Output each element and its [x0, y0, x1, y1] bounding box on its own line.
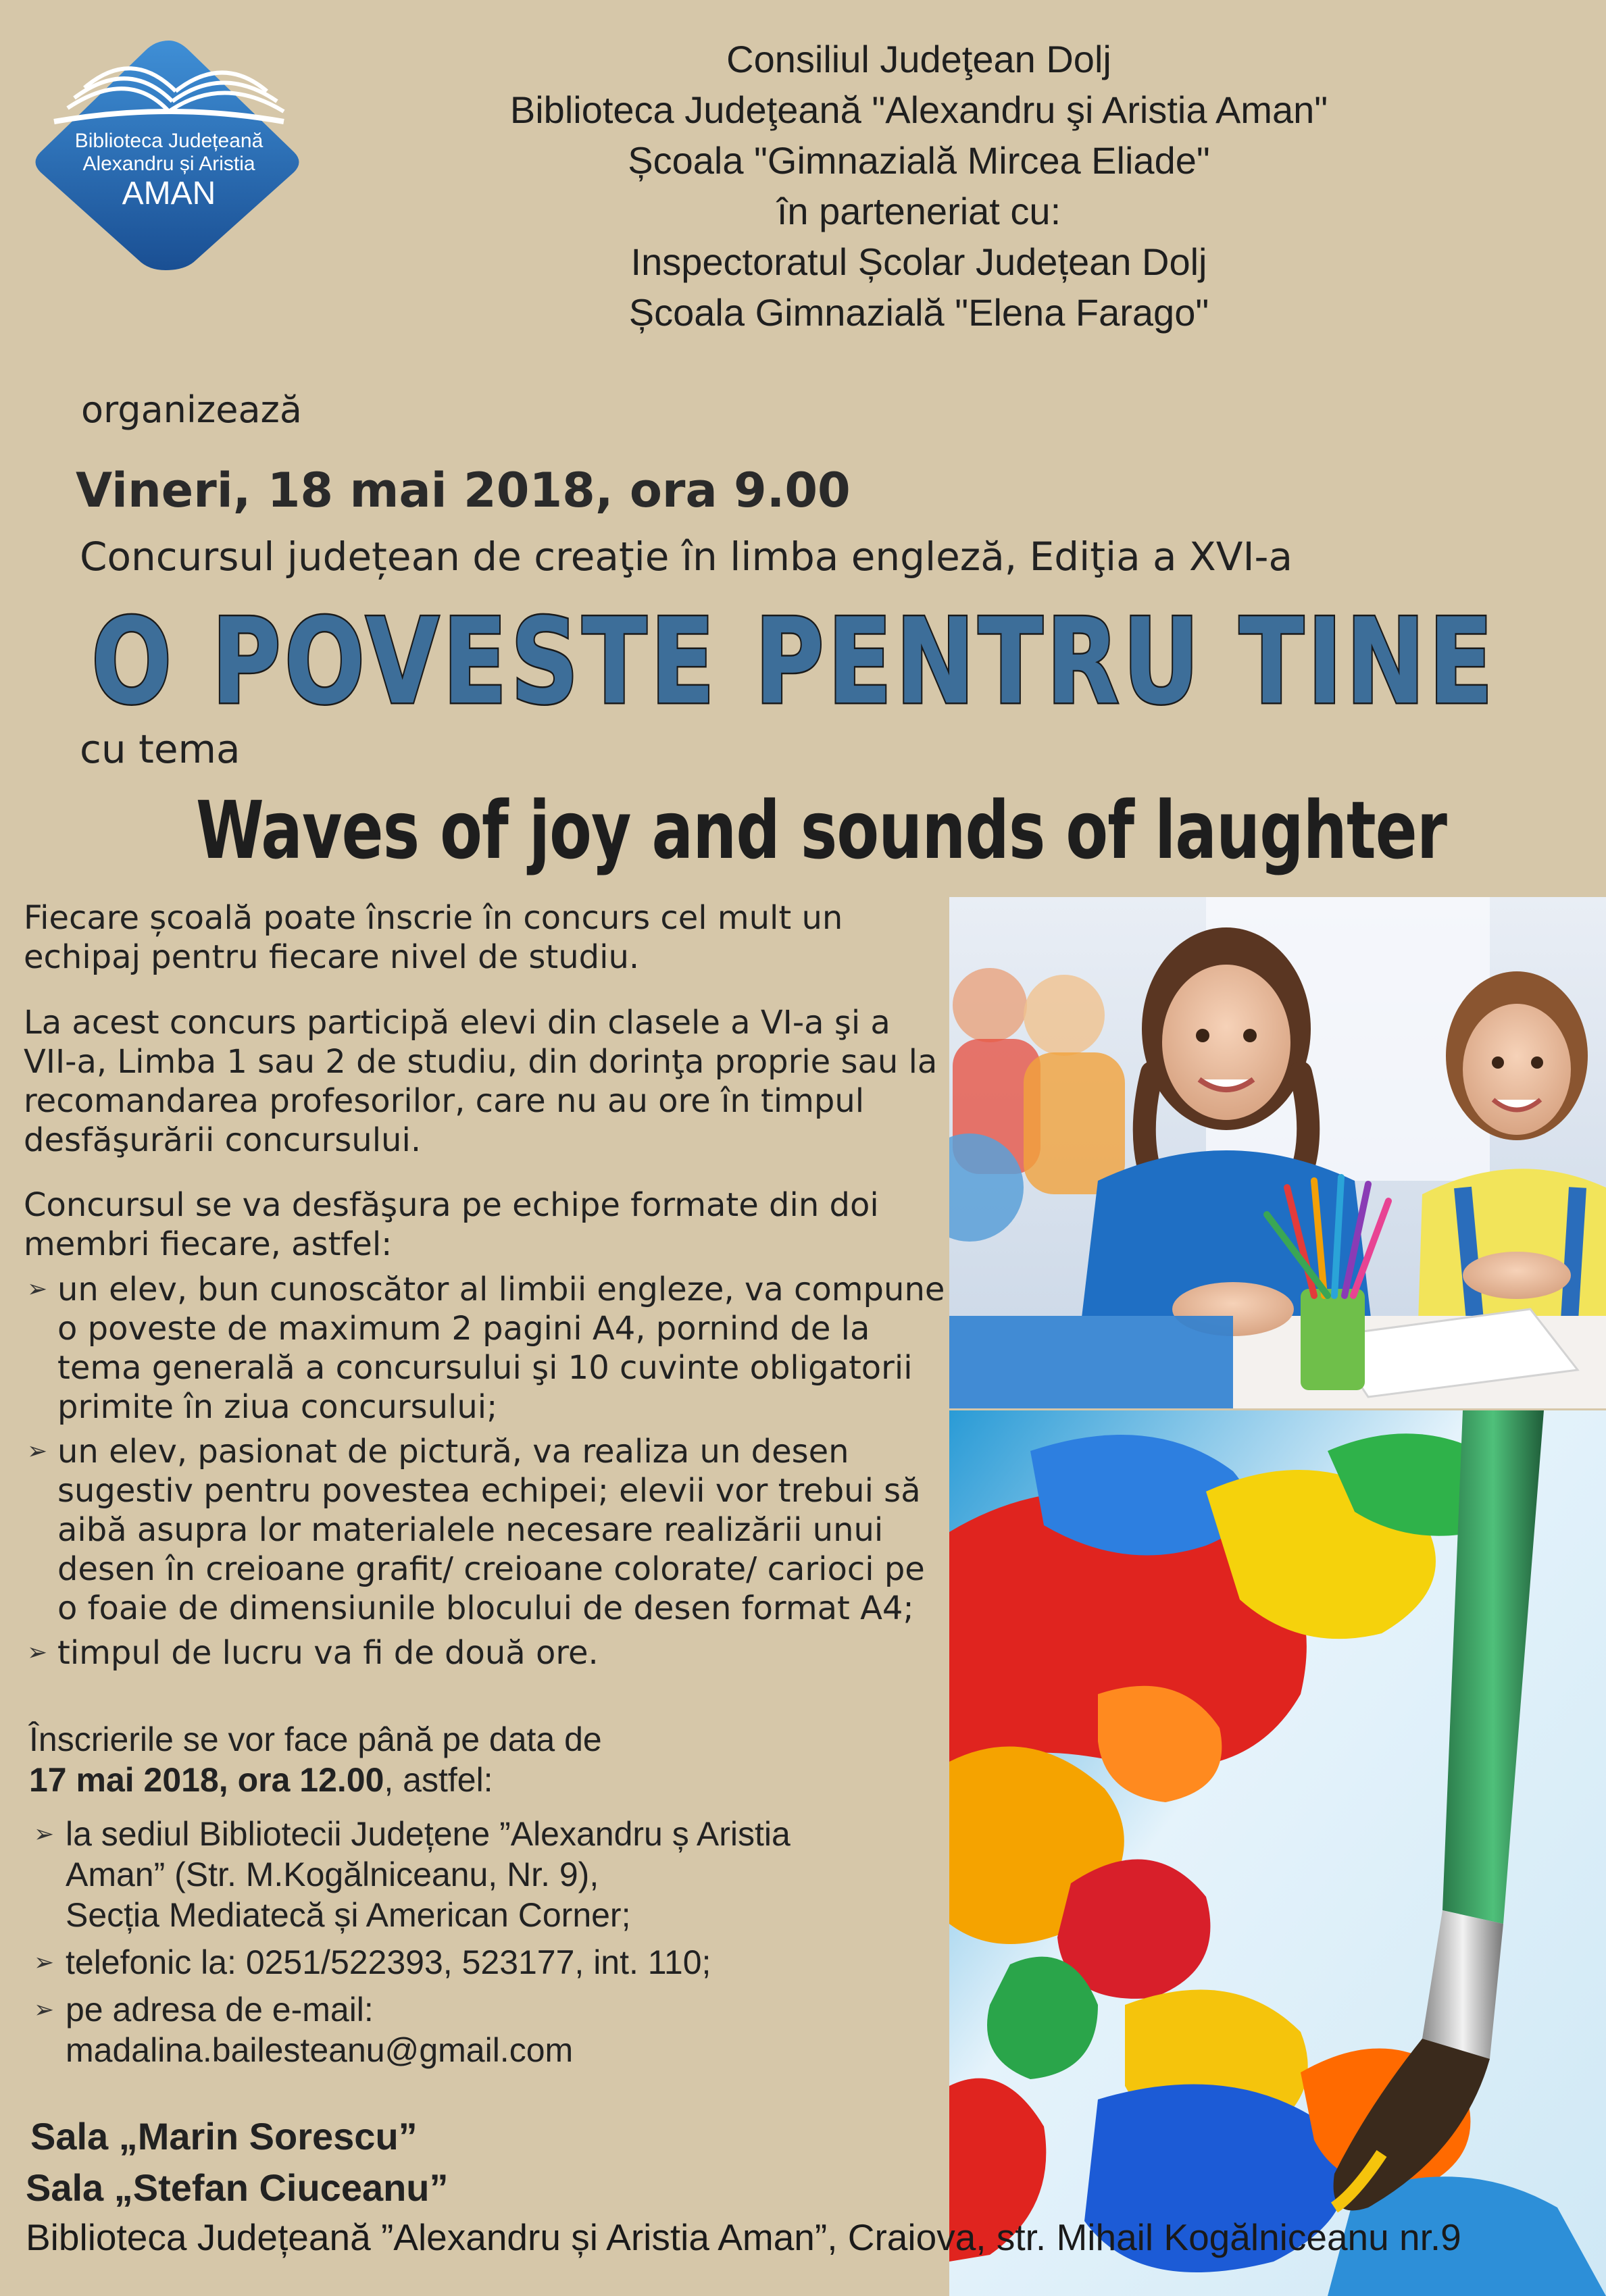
venue-address: Biblioteca Județeană ”Alexandru și Aristia Aman”, Craiova, str. Mihail Kogălniceanu nr.9 [26, 2216, 1461, 2258]
list-item [24, 1432, 956, 1628]
contest-theme: Waves of joy and sounds of laughter [196, 784, 1447, 877]
registration-info [24, 1719, 956, 1800]
registration-list [24, 1814, 956, 2070]
list-item [24, 1989, 956, 2070]
contest-name: Concursul județean de creaţie în limba engleză, Ediţia a XVI-a [80, 534, 1293, 580]
org-line: Școala "Gimnazială Mircea Eliade" [628, 139, 1210, 182]
paint-photo [949, 1410, 1606, 2296]
paragraph-participants [24, 1003, 956, 1160]
text-line: un elev, bun cunoscător al limbii engleze, va compune [57, 1271, 945, 1308]
venue-room-2: Sala „Stefan Ciuceanu” [26, 2166, 449, 2209]
text-line: echipaj pentru fiecare nivel de studiu. [24, 938, 640, 976]
text-line: timpul de lucru va fi de două ore. [57, 1634, 599, 1672]
arrow-bullet-icon: ➢ [27, 1275, 48, 1303]
contest-title [95, 594, 1547, 730]
event-date: Vineri, 18 mai 2018, ora 9.00 [76, 463, 851, 518]
org-line: Școala Gimnazială "Elena Farago" [628, 291, 1209, 334]
text-line: Secția Mediatecă și American Corner; [66, 1896, 631, 1934]
text-line: Concursul se va desfăşura pe echipe formate din doi [24, 1186, 879, 1224]
venue-room-1: Sala „Marin Sorescu” [30, 2115, 418, 2158]
text-line: o foaie de dimensiunile blocului de desen format A4; [57, 1589, 914, 1627]
arrow-bullet-icon: ➢ [34, 1948, 55, 1976]
logo-line2: Alexandru și Aristia [82, 153, 255, 175]
organizes-label: organizează [81, 388, 302, 431]
registration-deadline [24, 1760, 956, 1800]
arrow-bullet-icon: ➢ [27, 1437, 48, 1465]
list-item [24, 1814, 956, 1935]
contest-title-text: O POVESTE PENTRU TINE [95, 594, 1497, 730]
arrow-bullet-icon: ➢ [34, 1995, 55, 2023]
list-item [24, 1633, 956, 1673]
children-photo [949, 897, 1606, 1408]
text-fragment: , astfel: [384, 1761, 493, 1799]
text-line: recomandarea profesorilor, care nu au ore în timpul [24, 1082, 865, 1120]
text-line: primite în ziua concursului; [57, 1388, 498, 1426]
text-line: desfăşurării concursului. [24, 1121, 422, 1159]
text-line: o poveste de maximum 2 pagini A4, pornind de la [57, 1310, 870, 1348]
org-line: în parteneriat cu: [776, 190, 1061, 232]
text-line: aibă asupra lor materialele necesare realizării unui [57, 1511, 884, 1549]
text-line: sugestiv pentru povestea echipei; elevii vor trebui să [57, 1472, 921, 1510]
text-line: VII-a, Limba 1 sau 2 de studiu, din dorinţa proprie sau la [24, 1043, 938, 1081]
rules-list [24, 1270, 956, 1673]
organizers-block [432, 34, 1405, 338]
deadline-date: 17 mai 2018, ora 12.00 [29, 1761, 384, 1799]
org-line: Consiliul Judeţean Dolj [726, 38, 1111, 80]
phone-line: telefonic la: 0251/522393, 523177, int. 110; [66, 1943, 711, 1981]
library-logo [27, 27, 311, 270]
logo-line3: AMAN [122, 176, 216, 211]
theme-label: cu tema [80, 726, 241, 772]
text-line: la sediul Bibliotecii Județene ”Alexandru ș Aristia [66, 1815, 791, 1853]
paragraph-format [24, 1185, 956, 1264]
text-line: Aman” (Str. M.Kogălniceanu, Nr. 9), [66, 1856, 599, 1893]
logo-line1: Biblioteca Județeană [74, 130, 264, 152]
org-line: Inspectoratul Școlar Județean Dolj [630, 240, 1207, 283]
email-address: madalina.bailesteanu@gmail.com [66, 2031, 574, 2069]
paragraph-teams [24, 898, 956, 977]
arrow-bullet-icon: ➢ [27, 1639, 48, 1666]
list-item [24, 1942, 956, 1983]
arrow-bullet-icon: ➢ [34, 1820, 55, 1847]
text-line: Înscrierile se vor face până pe data de [29, 1720, 602, 1758]
list-item [24, 1270, 956, 1427]
text-line: un elev, pasionat de pictură, va realiza un desen [57, 1433, 849, 1471]
text-line: membri fiecare, astfel: [24, 1225, 393, 1263]
text-line: tema generală a concursului şi 10 cuvinte obligatorii [57, 1349, 913, 1387]
text-line: desen în creioane grafit/ creioane colorate/ carioci pe [57, 1550, 925, 1588]
org-line: Biblioteca Judeţeană "Alexandru şi Aristia Aman" [509, 88, 1328, 131]
text-line: La acest concurs participă elevi din clasele a VI-a şi a [24, 1004, 890, 1042]
text-line: pe adresa de e-mail: [66, 1991, 374, 2029]
text-line: Fiecare școală poate înscrie în concurs cel mult un [24, 899, 843, 937]
